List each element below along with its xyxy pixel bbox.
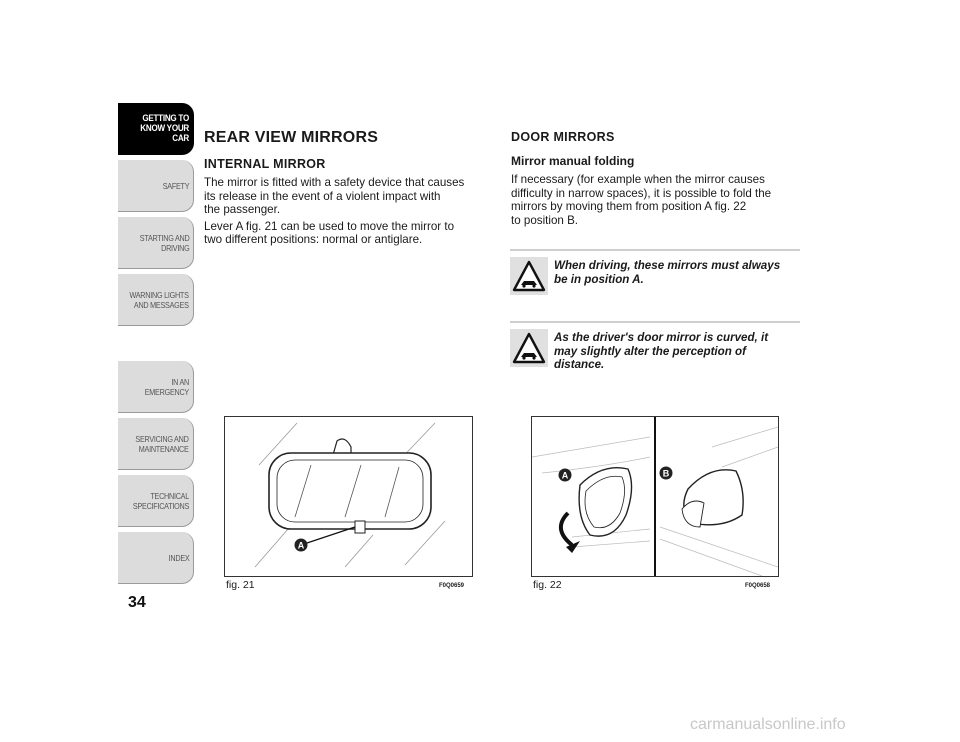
tab-servicing[interactable]: SERVICING AND MAINTENANCE bbox=[118, 418, 194, 470]
body-line: the passenger. bbox=[204, 203, 281, 217]
tab-warning-lights[interactable]: WARNING LIGHTS AND MESSAGES bbox=[118, 274, 194, 326]
left-column bbox=[204, 129, 489, 247]
warning-note-1 bbox=[510, 249, 800, 303]
figure-21-code: F0Q0659 bbox=[439, 583, 465, 589]
watermark: carmanualsonline.info bbox=[690, 716, 846, 733]
tab-starting-driving[interactable]: STARTING AND DRIVING bbox=[118, 217, 194, 269]
body-line: Lever A fig. 21 can be used to move the mirror to bbox=[204, 219, 455, 233]
section-title-door-mirrors: DOOR MIRRORS bbox=[511, 130, 615, 144]
warning-line: may slightly alter the perception of bbox=[554, 344, 746, 358]
figure-21-label-a: A bbox=[297, 540, 305, 551]
tab-emergency[interactable]: IN AN EMERGENCY bbox=[118, 361, 194, 413]
warning-note-2 bbox=[510, 321, 800, 381]
figure-22-code: F0Q0658 bbox=[745, 583, 771, 589]
body-line: If necessary (for example when the mirror causes bbox=[511, 173, 765, 186]
figure-21-interior-mirror bbox=[224, 416, 473, 577]
tab-safety[interactable]: SAFETY bbox=[118, 160, 194, 212]
subsection-title: INTERNAL MIRROR bbox=[204, 157, 326, 171]
body-line: difficulty in narrow spaces), it is possible to fold the bbox=[511, 186, 772, 200]
warning-line: be in position A. bbox=[554, 272, 644, 286]
tab-getting-to-know[interactable]: GETTING TO KNOW YOUR CAR bbox=[118, 103, 194, 155]
figure-22-label-a: A bbox=[561, 470, 569, 481]
body-line: The mirror is fitted with a safety device that causes bbox=[204, 176, 465, 189]
tab-technical[interactable]: TECHNICAL SPECIFICATIONS bbox=[118, 475, 194, 527]
page-number: 34 bbox=[128, 594, 146, 611]
tab-index[interactable]: INDEX bbox=[118, 532, 194, 584]
warning-line: As the driver's door mirror is curved, it bbox=[554, 331, 769, 344]
right-column bbox=[511, 130, 801, 227]
warning-line: When driving, these mirrors must always bbox=[554, 259, 781, 272]
warning-car-icon bbox=[510, 329, 548, 367]
body-line: two different positions: normal or antiglare. bbox=[204, 233, 423, 247]
warning-car-icon bbox=[510, 257, 548, 295]
body-line: its release in the event of a violent impact with bbox=[204, 189, 441, 203]
subsection-title-folding: Mirror manual folding bbox=[511, 154, 635, 168]
body-line: to position B. bbox=[511, 213, 579, 227]
figure-22-label-b: B bbox=[662, 468, 670, 479]
figure-22-caption: fig. 22 bbox=[533, 579, 562, 591]
section-title: REAR VIEW MIRRORS bbox=[204, 129, 379, 146]
warning-line: distance. bbox=[554, 358, 605, 372]
body-line: mirrors by moving them from position A fig. 22 bbox=[511, 200, 747, 214]
figure-21-caption: fig. 21 bbox=[226, 579, 255, 591]
figure-22-door-mirror bbox=[531, 416, 779, 577]
